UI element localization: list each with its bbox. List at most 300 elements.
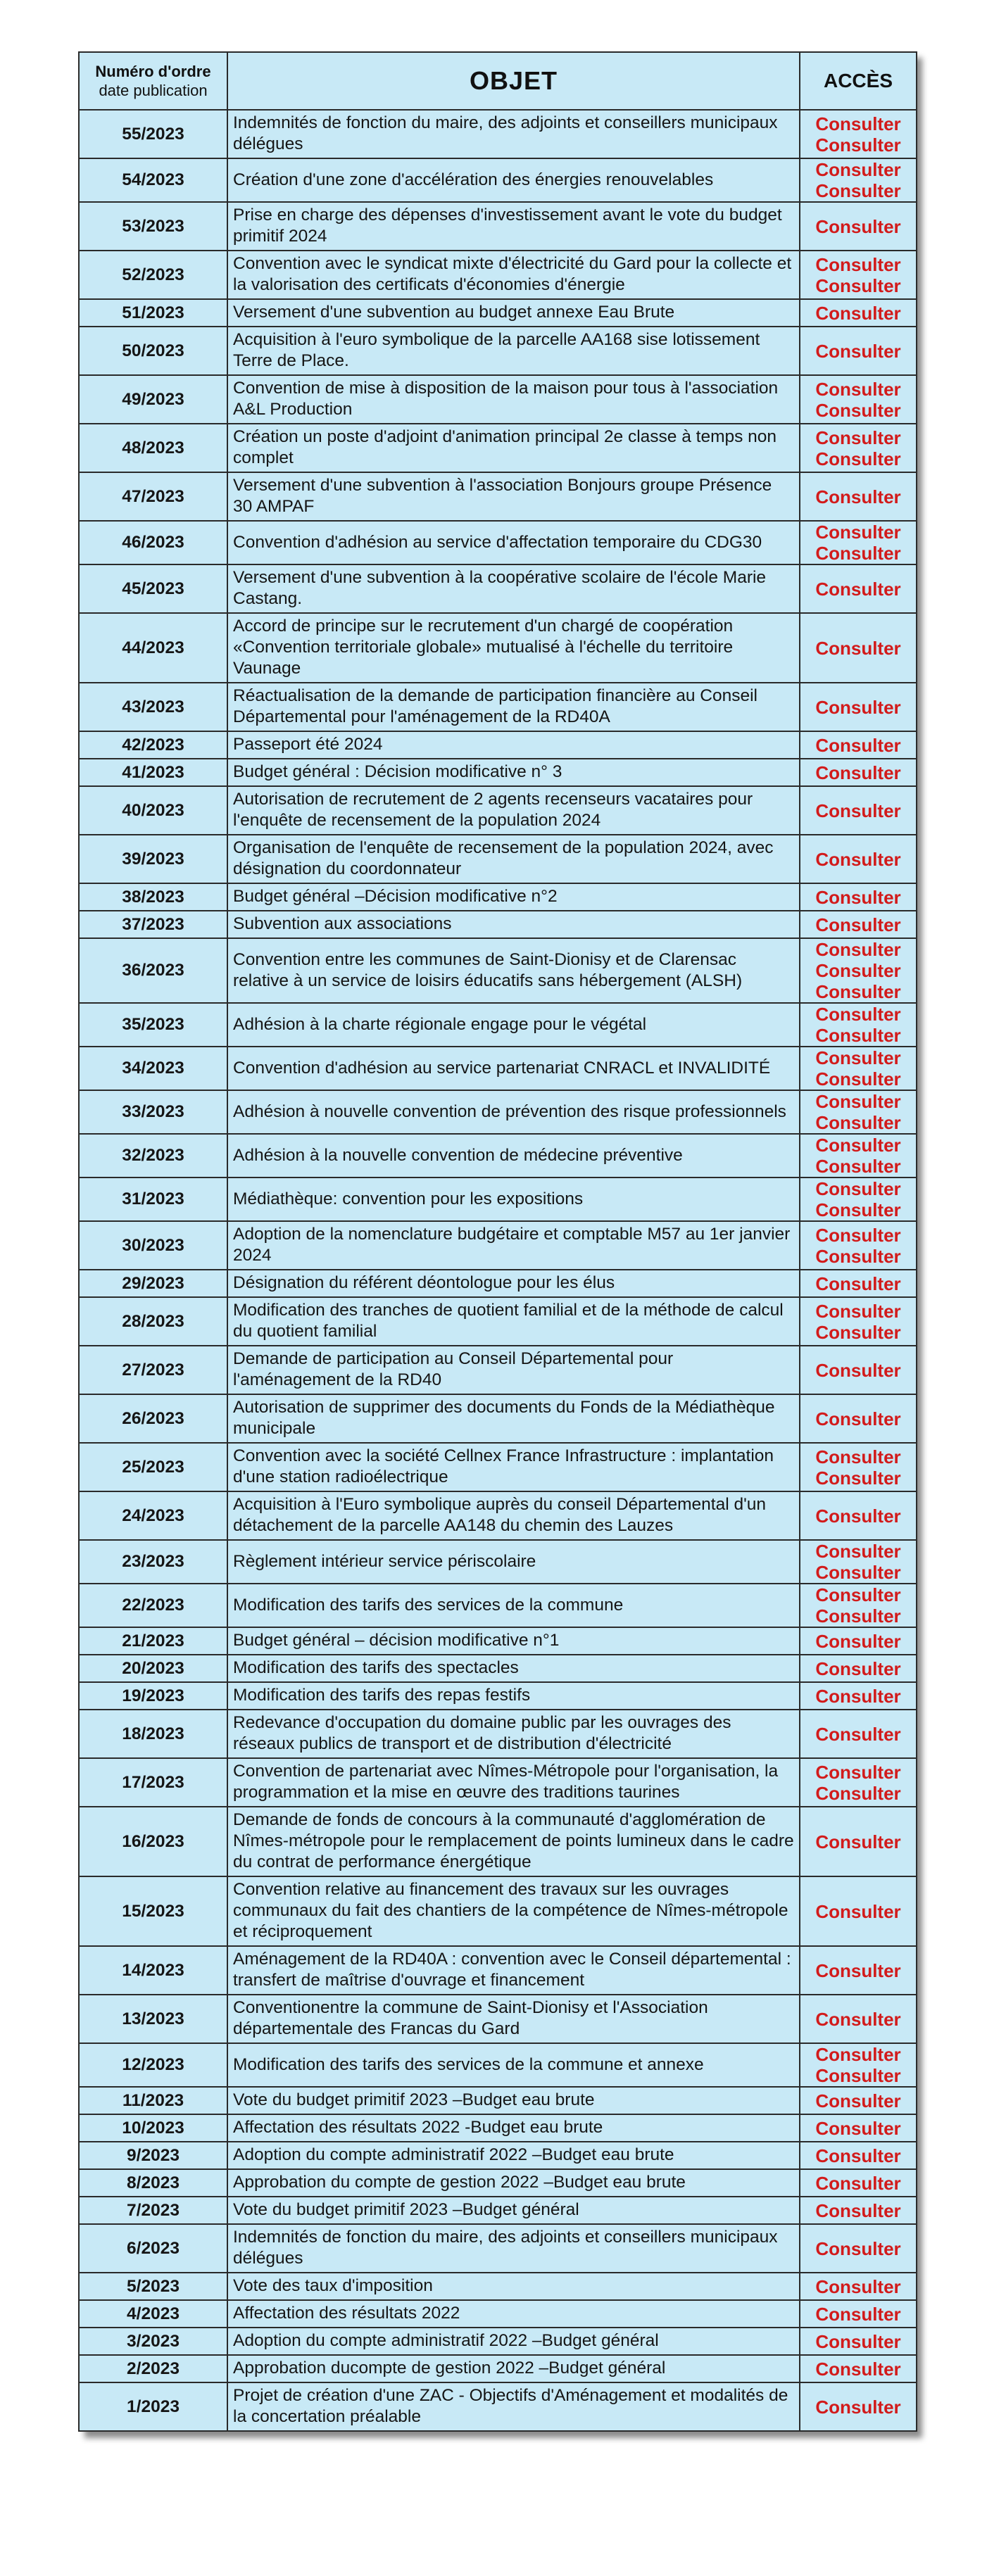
table-row: [79, 911, 917, 938]
consulter-link[interactable]: Consulter: [815, 1300, 901, 1322]
table-row: [79, 564, 917, 613]
access-cell: [800, 1090, 917, 1134]
access-cell: [800, 1047, 917, 1090]
consulter-link[interactable]: Consulter: [815, 1959, 901, 1981]
deliberation-object: Subvention aux associations: [227, 911, 800, 938]
access-cell: [800, 683, 917, 731]
consulter-link[interactable]: Consulter: [815, 762, 901, 783]
table-row: [79, 2169, 917, 2197]
access-cell: [800, 2087, 917, 2114]
consulter-link[interactable]: Consulter: [815, 2065, 901, 2086]
deliberation-object: Adoption de la nomenclature budgétaire et comptable M57 au 1er janvier 2024: [227, 1221, 800, 1270]
consulter-link[interactable]: Consulter: [815, 1025, 901, 1046]
table-row: [79, 1134, 917, 1177]
column-header-number-subtitle: date publication: [99, 82, 208, 99]
deliberation-number: 54/2023: [79, 158, 227, 202]
consulter-link[interactable]: Consulter: [815, 2358, 901, 2380]
access-cell: [800, 1807, 917, 1876]
deliberations-table-container: [78, 51, 916, 2432]
table-row: [79, 1710, 917, 1758]
consulter-link[interactable]: Consulter: [815, 2008, 901, 2030]
table-row: [79, 683, 917, 731]
table-row: [79, 251, 917, 299]
access-cell: [800, 1584, 917, 1627]
table-row: [79, 883, 917, 911]
access-cell: [800, 1946, 917, 1995]
consulter-link[interactable]: Consulter: [815, 2117, 901, 2139]
deliberation-object: Modification des tarifs des repas festifs: [227, 1682, 800, 1710]
table-row: [79, 2142, 917, 2169]
deliberation-number: 46/2023: [79, 521, 227, 564]
deliberation-number: 14/2023: [79, 1946, 227, 1995]
deliberation-number: 5/2023: [79, 2273, 227, 2300]
deliberation-number: 6/2023: [79, 2224, 227, 2273]
deliberation-object: Adhésion à la charte régionale engage pour le végétal: [227, 1003, 800, 1047]
table-row: [79, 1270, 917, 1297]
table-row: [79, 110, 917, 158]
deliberation-object: Accord de principe sur le recrutement d'un chargé de coopération «Convention territoriale globale» mutualisé à l'échelle du territoire Vaunage: [227, 613, 800, 683]
consulter-link[interactable]: Consulter: [815, 1245, 901, 1267]
deliberation-object: Demande de fonds de concours à la communauté d'agglomération de Nîmes-métropole pour le remplacement de points lumineux dans le cadre du contrat de performance énergétique: [227, 1807, 800, 1876]
deliberation-number: 16/2023: [79, 1807, 227, 1876]
access-cell: [800, 1134, 917, 1177]
consulter-link[interactable]: Consulter: [815, 1630, 901, 1652]
deliberation-number: 17/2023: [79, 1758, 227, 1807]
table-row: [79, 2114, 917, 2142]
deliberation-object: Adhésion à nouvelle convention de prévention des risque professionnels: [227, 1090, 800, 1134]
consulter-link[interactable]: Consulter: [815, 1068, 901, 1090]
deliberation-number: 39/2023: [79, 835, 227, 883]
deliberation-number: 52/2023: [79, 251, 227, 299]
table-row: [79, 202, 917, 251]
access-cell: [800, 1443, 917, 1491]
deliberation-number: 7/2023: [79, 2197, 227, 2224]
table-row: [79, 521, 917, 564]
consulter-link[interactable]: Consulter: [815, 180, 901, 201]
deliberation-number: 26/2023: [79, 1394, 227, 1443]
consulter-link[interactable]: Consulter: [815, 1273, 901, 1294]
deliberation-object: Modification des tarifs des spectacles: [227, 1655, 800, 1682]
deliberation-object: Budget général –Décision modificative n°2: [227, 883, 800, 911]
deliberation-number: 28/2023: [79, 1297, 227, 1346]
deliberation-object: Autorisation de supprimer des documents du Fonds de la Médiathèque municipale: [227, 1394, 800, 1443]
access-cell: [800, 1270, 917, 1297]
deliberation-number: 29/2023: [79, 1270, 227, 1297]
table-row: [79, 731, 917, 759]
deliberation-object: Adoption du compte administratif 2022 –Budget général: [227, 2328, 800, 2355]
deliberation-object: Médiathèque: convention pour les expositions: [227, 1177, 800, 1221]
consulter-link[interactable]: Consulter: [815, 1605, 901, 1627]
access-cell: [800, 1876, 917, 1946]
access-cell: [800, 202, 917, 251]
deliberation-number: 21/2023: [79, 1627, 227, 1655]
deliberation-object: Convention de partenariat avec Nîmes-Métropole pour l'organisation, la programmation et la mise en œuvre des traditions taurines: [227, 1758, 800, 1807]
table-row: [79, 1297, 917, 1346]
deliberation-number: 43/2023: [79, 683, 227, 731]
consulter-link[interactable]: Consulter: [815, 215, 901, 237]
table-row: [79, 938, 917, 1003]
consulter-link[interactable]: Consulter: [815, 113, 901, 134]
consulter-link[interactable]: Consulter: [815, 1359, 901, 1381]
access-cell: [800, 883, 917, 911]
consulter-link[interactable]: Consulter: [815, 2275, 901, 2297]
consulter-link[interactable]: Consulter: [815, 2044, 901, 2065]
consulter-link[interactable]: Consulter: [815, 1831, 901, 1852]
deliberation-object: Création d'une zone d'accélération des énergies renouvelables: [227, 158, 800, 202]
deliberation-object: Demande de participation au Conseil Départemental pour l'aménagement de la RD40: [227, 1346, 800, 1394]
access-cell: [800, 938, 917, 1003]
table-row: [79, 2382, 917, 2431]
table-row: [79, 1682, 917, 1710]
consulter-link[interactable]: Consulter: [815, 1541, 901, 1562]
consulter-link[interactable]: Consulter: [815, 939, 901, 960]
deliberation-number: 45/2023: [79, 564, 227, 613]
consulter-link[interactable]: Consulter: [815, 522, 901, 543]
table-row: [79, 2300, 917, 2328]
consulter-link[interactable]: Consulter: [815, 914, 901, 935]
access-cell: [800, 1297, 917, 1346]
access-cell: [800, 299, 917, 327]
consulter-link[interactable]: Consulter: [815, 1156, 901, 1177]
deliberation-number: 42/2023: [79, 731, 227, 759]
table-row: [79, 1443, 917, 1491]
consulter-link[interactable]: Consulter: [815, 274, 901, 296]
deliberation-number: 47/2023: [79, 472, 227, 521]
access-cell: [800, 1710, 917, 1758]
consulter-link[interactable]: Consulter: [815, 427, 901, 448]
deliberation-number: 31/2023: [79, 1177, 227, 1221]
consulter-link[interactable]: Consulter: [815, 448, 901, 469]
consulter-link[interactable]: Consulter: [815, 134, 901, 156]
consulter-link[interactable]: Consulter: [815, 578, 901, 600]
consulter-link[interactable]: Consulter: [815, 696, 901, 718]
consulter-link[interactable]: Consulter: [815, 302, 901, 324]
consulter-link[interactable]: Consulter: [815, 1782, 901, 1804]
consulter-link[interactable]: Consulter: [815, 734, 901, 756]
deliberation-number: 37/2023: [79, 911, 227, 938]
access-cell: [800, 2224, 917, 2273]
table-row: [79, 1394, 917, 1443]
deliberation-object: Redevance d'occupation du domaine public par les ouvrages des réseaux publics de transport et de distribution d'électricité: [227, 1710, 800, 1758]
deliberation-number: 30/2023: [79, 1221, 227, 1270]
access-cell: [800, 327, 917, 375]
deliberation-number: 38/2023: [79, 883, 227, 911]
access-cell: [800, 1758, 917, 1807]
access-cell: [800, 2114, 917, 2142]
access-cell: [800, 1346, 917, 1394]
table-row: [79, 759, 917, 786]
consulter-link[interactable]: Consulter: [815, 1112, 901, 1133]
deliberation-number: 44/2023: [79, 613, 227, 683]
deliberation-number: 35/2023: [79, 1003, 227, 1047]
deliberation-number: 53/2023: [79, 202, 227, 251]
deliberation-number: 27/2023: [79, 1346, 227, 1394]
deliberation-number: 3/2023: [79, 2328, 227, 2355]
deliberation-object: Versement d'une subvention au budget annexe Eau Brute: [227, 299, 800, 327]
deliberation-object: Convention d'adhésion au service partenariat CNRACL et INVALIDITÉ: [227, 1047, 800, 1090]
consulter-link[interactable]: Consulter: [815, 1900, 901, 1922]
access-cell: [800, 2355, 917, 2382]
deliberation-object: Approbation ducompte de gestion 2022 –Budget général: [227, 2355, 800, 2382]
consulter-link[interactable]: Consulter: [815, 1091, 901, 1112]
consulter-link[interactable]: Consulter: [815, 2172, 901, 2194]
access-cell: [800, 158, 917, 202]
table-row: [79, 1946, 917, 1995]
deliberation-number: 4/2023: [79, 2300, 227, 2328]
table-row: [79, 1003, 917, 1047]
access-cell: [800, 2273, 917, 2300]
deliberation-object: Affectation des résultats 2022: [227, 2300, 800, 2328]
consulter-link[interactable]: Consulter: [815, 2145, 901, 2166]
deliberation-object: Projet de création d'une ZAC - Objectifs d'Aménagement et modalités de la concertation préalable: [227, 2382, 800, 2431]
deliberation-number: 15/2023: [79, 1876, 227, 1946]
deliberation-number: 49/2023: [79, 375, 227, 424]
deliberation-number: 19/2023: [79, 1682, 227, 1710]
deliberation-object: Aménagement de la RD40A : convention avec le Conseil départemental : transfert de maîtrise d'ouvrage et financement: [227, 1946, 800, 1995]
access-cell: [800, 613, 917, 683]
deliberation-object: Convention entre les communes de Saint-Dionisy et de Clarensac relative à un service de loisirs éducatifs sans hébergement (ALSH): [227, 938, 800, 1003]
consulter-link[interactable]: Consulter: [815, 1135, 901, 1156]
consulter-link[interactable]: Consulter: [815, 800, 901, 821]
access-cell: [800, 911, 917, 938]
table-row: [79, 299, 917, 327]
deliberation-number: 33/2023: [79, 1090, 227, 1134]
deliberation-object: Création un poste d'adjoint d'animation principal 2e classe à temps non complet: [227, 424, 800, 472]
deliberation-number: 32/2023: [79, 1134, 227, 1177]
consulter-link[interactable]: Consulter: [815, 981, 901, 1002]
table-row: [79, 2328, 917, 2355]
access-cell: [800, 1540, 917, 1584]
access-cell: [800, 2328, 917, 2355]
access-cell: [800, 1394, 917, 1443]
access-cell: [800, 521, 917, 564]
access-cell: [800, 564, 917, 613]
deliberation-object: Règlement intérieur service périscolaire: [227, 1540, 800, 1584]
consulter-link[interactable]: Consulter: [815, 1047, 901, 1068]
access-cell: [800, 251, 917, 299]
consulter-link[interactable]: Consulter: [815, 2199, 901, 2221]
consulter-link[interactable]: Consulter: [815, 543, 901, 564]
access-cell: [800, 2382, 917, 2431]
deliberation-number: 51/2023: [79, 299, 227, 327]
deliberation-object: Réactualisation de la demande de participation financière au Conseil Départemental pour l'aménagement de la RD40A: [227, 683, 800, 731]
column-header-access: ACCÈS: [800, 52, 917, 110]
deliberation-object: Acquisition à l'Euro symbolique auprès du conseil Départemental d'un détachement de la parcelle AA148 du chemin des Lauzes: [227, 1491, 800, 1540]
consulter-link[interactable]: Consulter: [815, 2330, 901, 2352]
access-cell: [800, 1221, 917, 1270]
column-header-number: [79, 52, 227, 110]
consulter-link[interactable]: Consulter: [815, 1562, 901, 1583]
consulter-link[interactable]: Consulter: [815, 1467, 901, 1489]
deliberation-object: Prise en charge des dépenses d'investissement avant le vote du budget primitif 2024: [227, 202, 800, 251]
deliberation-number: 12/2023: [79, 2043, 227, 2087]
consulter-link[interactable]: Consulter: [815, 1224, 901, 1246]
access-cell: [800, 835, 917, 883]
deliberation-number: 8/2023: [79, 2169, 227, 2197]
deliberation-object: Convention de mise à disposition de la maison pour tous à l'association A&L Production: [227, 375, 800, 424]
deliberation-object: Versement d'une subvention à l'association Bonjours groupe Présence 30 AMPAF: [227, 472, 800, 521]
consulter-link[interactable]: Consulter: [815, 486, 901, 507]
table-row: [79, 613, 917, 683]
deliberation-object: Indemnités de fonction du maire, des adjoints et conseillers municipaux délégues: [227, 110, 800, 158]
access-cell: [800, 2142, 917, 2169]
consulter-link[interactable]: Consulter: [815, 253, 901, 275]
access-cell: [800, 759, 917, 786]
deliberation-number: 1/2023: [79, 2382, 227, 2431]
consulter-link[interactable]: Consulter: [815, 1505, 901, 1527]
access-cell: [800, 786, 917, 835]
table-row: [79, 1627, 917, 1655]
deliberation-number: 24/2023: [79, 1491, 227, 1540]
table-row: [79, 472, 917, 521]
deliberation-number: 9/2023: [79, 2142, 227, 2169]
deliberation-object: Budget général : Décision modificative n° 3: [227, 759, 800, 786]
table-row: [79, 1221, 917, 1270]
access-cell: [800, 2169, 917, 2197]
deliberation-object: Approbation du compte de gestion 2022 –Budget eau brute: [227, 2169, 800, 2197]
deliberation-number: 41/2023: [79, 759, 227, 786]
table-row: [79, 1807, 917, 1876]
table-row: [79, 2197, 917, 2224]
deliberation-number: 2/2023: [79, 2355, 227, 2382]
deliberation-number: 36/2023: [79, 938, 227, 1003]
consulter-link[interactable]: Consulter: [815, 848, 901, 870]
consulter-link[interactable]: Consulter: [815, 637, 901, 659]
deliberation-object: Passeport été 2024: [227, 731, 800, 759]
deliberation-object: Versement d'une subvention à la coopérative scolaire de l'école Marie Castang.: [227, 564, 800, 613]
deliberation-number: 20/2023: [79, 1655, 227, 1682]
access-cell: [800, 1655, 917, 1682]
access-cell: [800, 2197, 917, 2224]
deliberation-number: 11/2023: [79, 2087, 227, 2114]
access-cell: [800, 1177, 917, 1221]
table-row: [79, 786, 917, 835]
consulter-link[interactable]: Consulter: [815, 159, 901, 180]
table-row: [79, 835, 917, 883]
consulter-link[interactable]: Consulter: [815, 2303, 901, 2325]
consulter-link[interactable]: Consulter: [815, 1004, 901, 1025]
deliberation-object: Adhésion à la nouvelle convention de médecine préventive: [227, 1134, 800, 1177]
deliberation-number: 25/2023: [79, 1443, 227, 1491]
consulter-link[interactable]: Consulter: [815, 340, 901, 362]
consulter-link[interactable]: Consulter: [815, 1761, 901, 1783]
consulter-link[interactable]: Consulter: [815, 378, 901, 400]
deliberation-object: Indemnités de fonction du maire, des adjoints et conseillers municipaux délégues: [227, 2224, 800, 2273]
deliberation-number: 40/2023: [79, 786, 227, 835]
access-cell: [800, 731, 917, 759]
deliberation-number: 10/2023: [79, 2114, 227, 2142]
table-row: [79, 2043, 917, 2087]
access-cell: [800, 1003, 917, 1047]
table-row: [79, 1540, 917, 1584]
column-header-number-title: Numéro d'ordre: [95, 63, 211, 80]
access-cell: [800, 1995, 917, 2043]
table-row: [79, 2273, 917, 2300]
consulter-link[interactable]: Consulter: [815, 1446, 901, 1467]
deliberation-object: Modification des tarifs des services de la commune et annexe: [227, 2043, 800, 2087]
consulter-link[interactable]: Consulter: [815, 960, 901, 981]
deliberation-object: Adoption du compte administratif 2022 –Budget eau brute: [227, 2142, 800, 2169]
deliberation-number: 50/2023: [79, 327, 227, 375]
deliberation-number: 22/2023: [79, 1584, 227, 1627]
table-row: [79, 1090, 917, 1134]
table-row: [79, 1995, 917, 2043]
consulter-link[interactable]: Consulter: [815, 2237, 901, 2259]
deliberation-number: 23/2023: [79, 1540, 227, 1584]
access-cell: [800, 110, 917, 158]
column-header-object: OBJET: [227, 52, 800, 110]
deliberations-table: [78, 51, 917, 2432]
consulter-link[interactable]: Consulter: [815, 2396, 901, 2418]
access-cell: [800, 2300, 917, 2328]
deliberation-object: Vote des taux d'imposition: [227, 2273, 800, 2300]
access-cell: [800, 1627, 917, 1655]
deliberation-object: Organisation de l'enquête de recensement de la population 2024, avec désignation du coordonnateur: [227, 835, 800, 883]
consulter-link[interactable]: Consulter: [815, 1685, 901, 1707]
deliberation-object: Budget général – décision modificative n°1: [227, 1627, 800, 1655]
access-cell: [800, 472, 917, 521]
table-row: [79, 327, 917, 375]
consulter-link[interactable]: Consulter: [815, 886, 901, 908]
deliberation-number: 34/2023: [79, 1047, 227, 1090]
table-row: [79, 1491, 917, 1540]
table-row: [79, 375, 917, 424]
table-row: [79, 1584, 917, 1627]
table-row: [79, 1876, 917, 1946]
deliberation-number: 55/2023: [79, 110, 227, 158]
consulter-link[interactable]: Consulter: [815, 1658, 901, 1679]
consulter-link[interactable]: Consulter: [815, 399, 901, 421]
deliberation-object: Convention d'adhésion au service d'affectation temporaire du CDG30: [227, 521, 800, 564]
deliberation-object: Vote du budget primitif 2023 –Budget eau brute: [227, 2087, 800, 2114]
consulter-link[interactable]: Consulter: [815, 1584, 901, 1605]
table-row: [79, 1047, 917, 1090]
consulter-link[interactable]: Consulter: [815, 2090, 901, 2111]
consulter-link[interactable]: Consulter: [815, 1408, 901, 1429]
deliberation-object: Convention avec le syndicat mixte d'électricité du Gard pour la collecte et la valorisation des certificats d'économies d'énergie: [227, 251, 800, 299]
table-row: [79, 1758, 917, 1807]
table-row: [79, 2355, 917, 2382]
deliberation-object: Modification des tarifs des services de la commune: [227, 1584, 800, 1627]
table-row: [79, 1655, 917, 1682]
table-row: [79, 2224, 917, 2273]
table-row: [79, 1346, 917, 1394]
table-row: [79, 424, 917, 472]
deliberation-object: Autorisation de recrutement de 2 agents recenseurs vacataires pour l'enquête de recensement de la population 2024: [227, 786, 800, 835]
consulter-link[interactable]: Consulter: [815, 1321, 901, 1343]
access-cell: [800, 1682, 917, 1710]
deliberation-object: Affectation des résultats 2022 -Budget eau brute: [227, 2114, 800, 2142]
deliberation-number: 18/2023: [79, 1710, 227, 1758]
access-cell: [800, 1491, 917, 1540]
consulter-link[interactable]: Consulter: [815, 1178, 901, 1199]
deliberation-object: Convention relative au financement des travaux sur les ouvrages communaux du fait des chantiers de la compétence de Nîmes-métropole et réciproquement: [227, 1876, 800, 1946]
table-row: [79, 1177, 917, 1221]
deliberation-number: 13/2023: [79, 1995, 227, 2043]
consulter-link[interactable]: Consulter: [815, 1199, 901, 1220]
deliberation-object: Conventionentre la commune de Saint-Dionisy et l'Association départementale des Francas du Gard: [227, 1995, 800, 2043]
deliberation-object: Modification des tranches de quotient familial et de la méthode de calcul du quotient familial: [227, 1297, 800, 1346]
deliberation-object: Acquisition à l'euro symbolique de la parcelle AA168 sise lotissement Terre de Place.: [227, 327, 800, 375]
deliberation-number: 48/2023: [79, 424, 227, 472]
table-row: [79, 158, 917, 202]
consulter-link[interactable]: Consulter: [815, 1723, 901, 1745]
deliberation-object: Convention avec la société Cellnex France Infrastructure : implantation d'une station radioélectrique: [227, 1443, 800, 1491]
access-cell: [800, 2043, 917, 2087]
table-row: [79, 2087, 917, 2114]
deliberation-object: Désignation du référent déontologue pour les élus: [227, 1270, 800, 1297]
deliberation-object: Vote du budget primitif 2023 –Budget général: [227, 2197, 800, 2224]
